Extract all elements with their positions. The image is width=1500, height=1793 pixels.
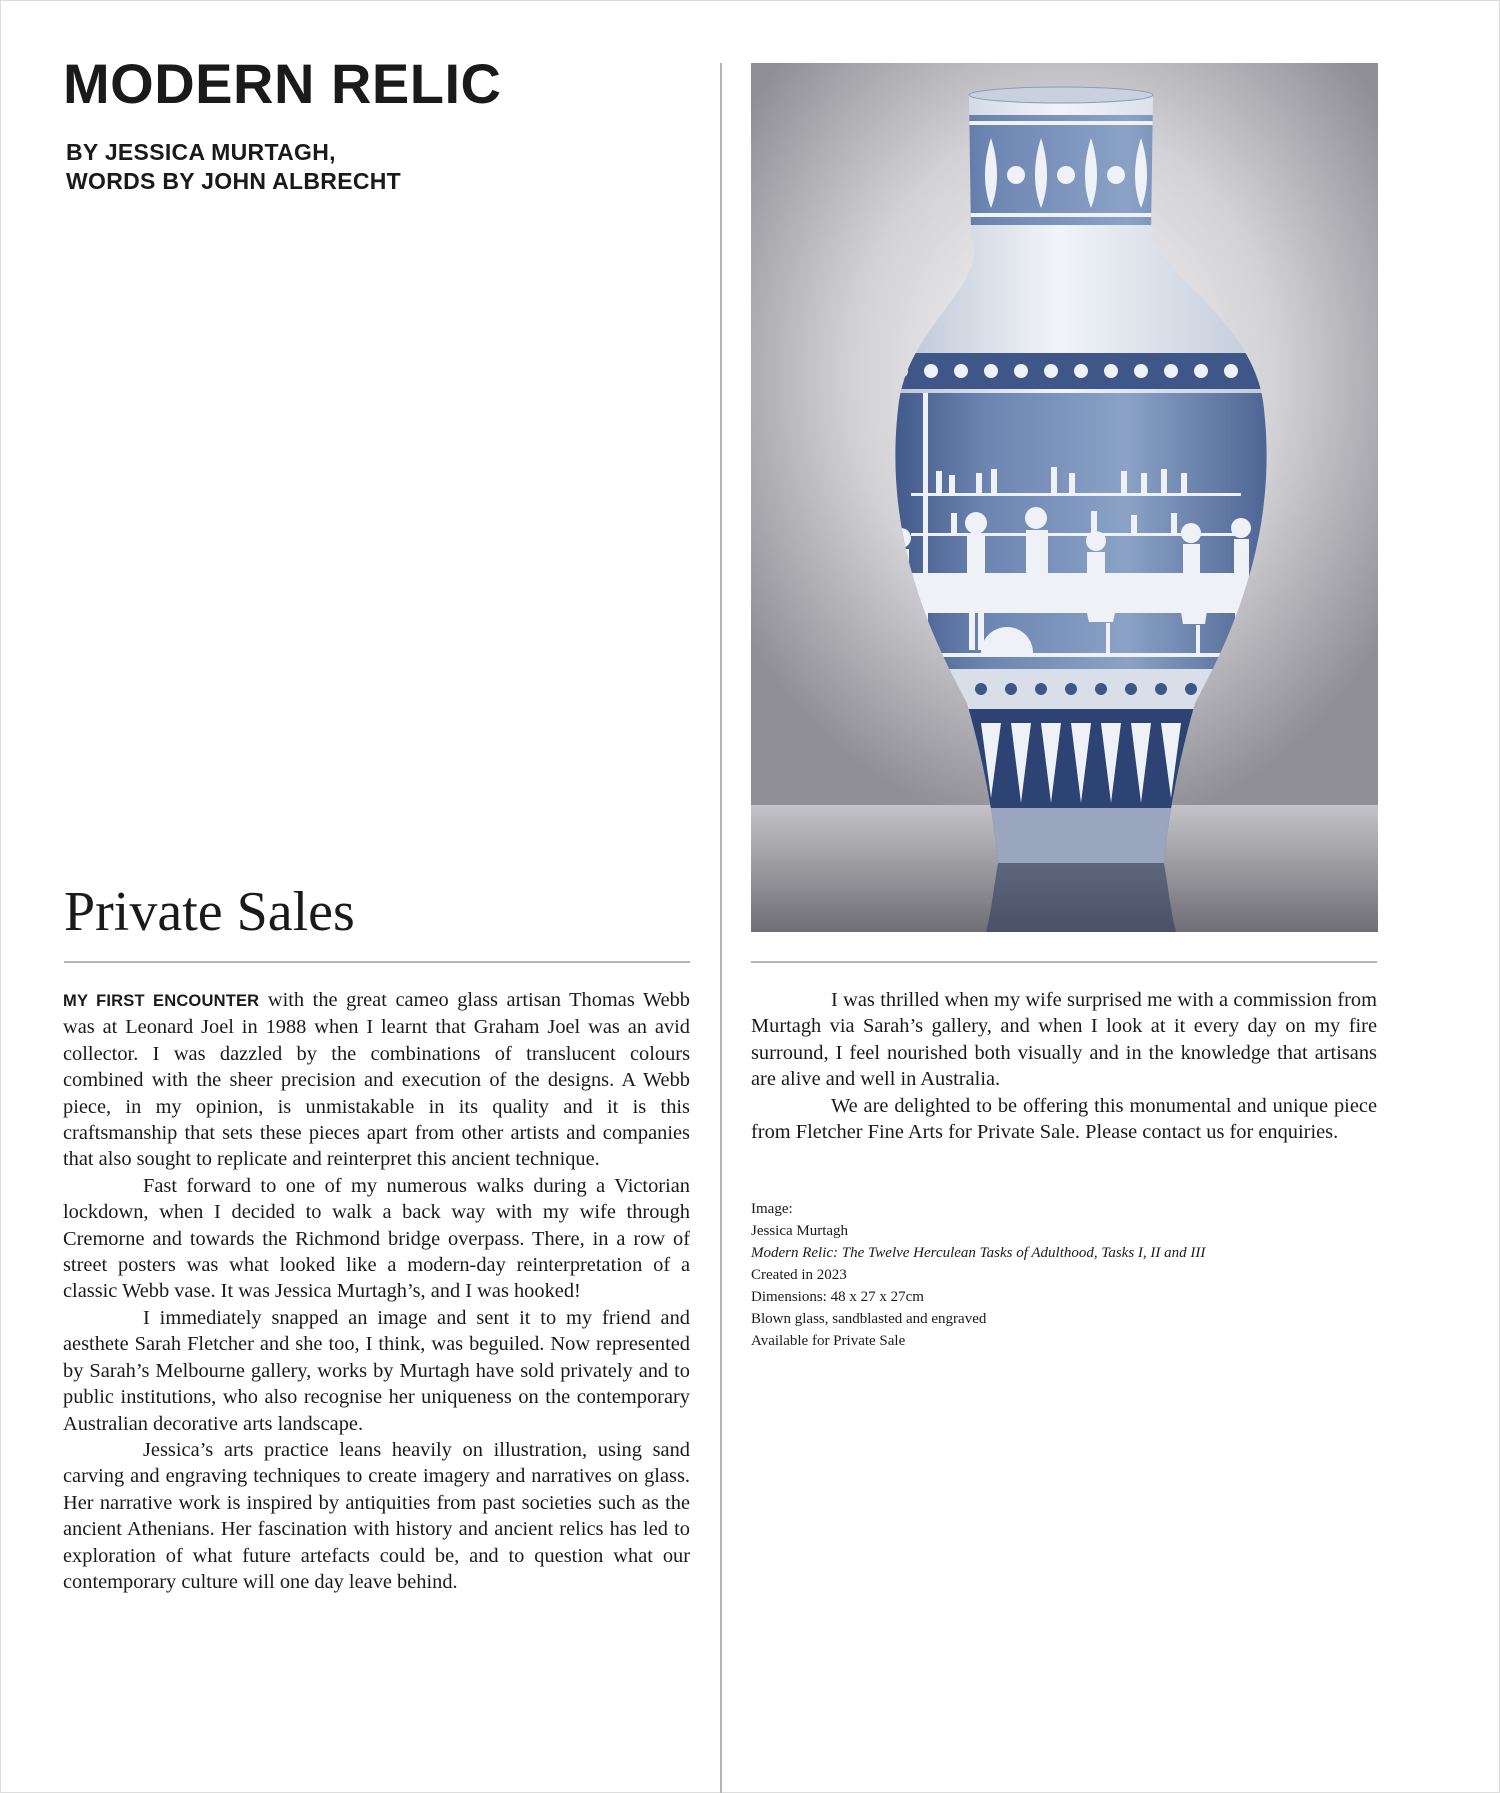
vase-illustration: [751, 63, 1378, 932]
caption-label: Image:: [751, 1201, 793, 1217]
caption-dimensions: Dimensions: 48 x 27 x 27cm: [751, 1289, 924, 1305]
article-paragraph-2: Fast forward to one of my numerous walks during a Victorian lockdown, when I decided to walk a back way with my wife through Cremorne and towards the Richmond bridge overpass. There, in a row of street posters was what looked like a modern-day reinterpretation of a classic Webb vase. It was Jessica Murtagh’s, and I was hooked!: [63, 1174, 690, 1303]
caption-artist: Jessica Murtagh: [751, 1223, 849, 1239]
image-caption: [751, 1198, 1377, 1352]
byline: [66, 138, 401, 196]
paragraph-1-text: with the great cameo glass artisan Thomas Webb was at Leonard Joel in 1988 when I learnt that Graham Joel was an avid collector. I was dazzled by the combinations of translucent colours combined with the sheer precision and execution of the designs. A Webb piece, in my opinion, is unmistakable in its quality and it is this craftsmanship that sets these pieces apart from other artists and companies that also sought to replicate and reinterpret this ancient technique.: [63, 989, 691, 1171]
byline-writer: WORDS BY JOHN ALBRECHT: [66, 168, 402, 194]
article-paragraph-3: I immediately snapped an image and sent it to my friend and aesthete Sarah Fletcher and she too, I think, was beguiled. Now represented by Sarah’s Melbourne gallery, works by Murtagh have sold privately and to public institutions, who also recognise her uniqueness on the contemporary Australian decorative arts landscape.: [63, 1306, 690, 1435]
article-title: MODERN RELIC: [63, 52, 502, 115]
lead-caps: MY FIRST ENCOUNTER: [63, 992, 260, 1010]
vase-photo: [751, 63, 1378, 932]
section-title: Private Sales: [64, 881, 355, 943]
section-rule-left: [64, 961, 690, 963]
article-column-right: [751, 987, 1377, 1145]
article-column-left: [63, 987, 690, 1595]
caption-medium: Blown glass, sandblasted and engraved: [751, 1311, 987, 1327]
article-paragraph-1: [63, 987, 690, 1173]
article-paragraph-6: We are delighted to be offering this monumental and unique piece from Fletcher Fine Arts for Private Sale. Please contact us for enquiries.: [751, 1094, 1377, 1144]
article-paragraph-4: Jessica’s arts practice leans heavily on illustration, using sand carving and engraving techniques to create imagery and narratives on glass. Her narrative work is inspired by antiquities from past societies such as the ancient Athenians. Her fascination with history and ancient relics has led to exploration of what future artefacts could be, and to question what our contemporary culture will one day leave behind.: [63, 1438, 690, 1593]
article-paragraph-5: I was thrilled when my wife surprised me with a commission from Murtagh via Sarah’s gallery, and when I look at it every day on my fire surround, I feel nourished both visually and in the knowledge that artisans are alive and well in Australia.: [751, 989, 1377, 1091]
caption-work-title: Modern Relic: The Twelve Herculean Tasks of Adulthood, Tasks I, II and III: [751, 1245, 1206, 1261]
column-divider: [720, 63, 722, 1793]
section-rule-right: [751, 961, 1377, 963]
caption-created: Created in 2023: [751, 1267, 847, 1283]
byline-artist: BY JESSICA MURTAGH,: [66, 139, 336, 165]
caption-availability: Available for Private Sale: [751, 1333, 906, 1349]
